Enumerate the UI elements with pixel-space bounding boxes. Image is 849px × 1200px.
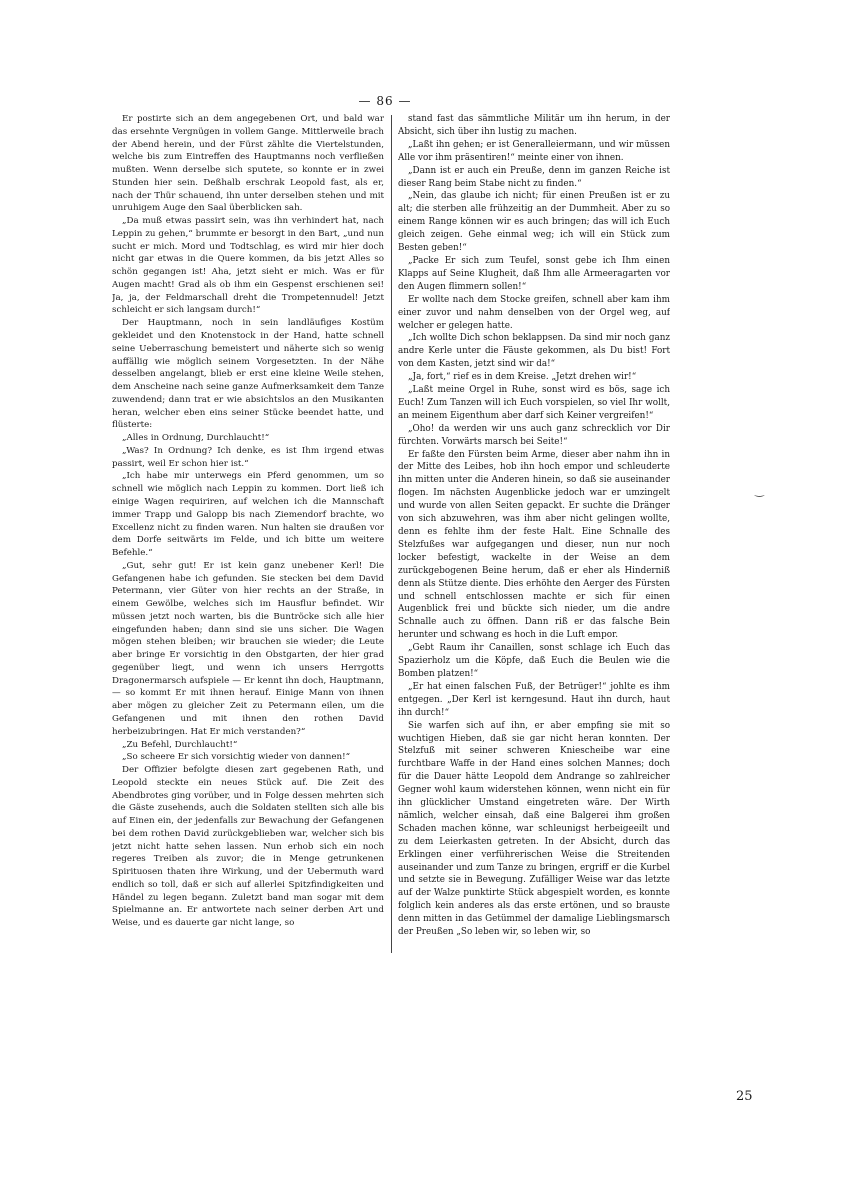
paragraph: „Alles in Ordnung, Durchlaucht!“ bbox=[122, 433, 270, 444]
paragraph: „Oho! da werden wir uns auch ganz schrecklich vor Dir fürchten. Vorwärts marsch bei Seite!“ bbox=[398, 423, 670, 447]
paragraph: „Gebt Raum ihr Canaillen, sonst schlage ich Euch das Spazierholz um die Köpfe, daß Euch die Beulen wie die Bomben platzen!“ bbox=[398, 643, 670, 679]
paragraph: „Er hat einen falschen Fuß, der Betrüger!“ johlte es ihm entgegen. „Der Kerl ist kerngesund. Haut ihn durch, haut ihn durch!“ bbox=[398, 681, 670, 718]
paragraph: „Zu Befehl, Durchlaucht!“ bbox=[122, 739, 238, 750]
paragraph: Der Offizier befolgte diesen zart gegebenen Rath, und Leopold steckte ein neues Stück auf. Die Zeit des Abendbrotes ging vorüber, und in Folge dessen mehrten sich die Gäste zusehends, auch die Soldaten stellten sich alle bis auf Einen ein, der jedenfalls zur Bewachung der Gefangenen bei dem rothen David zurückgeblieben war, welcher sich bis jetzt nicht hatte sehen lassen. Nun erhob sich ein noch regeres Treiben als zuvor; die in Menge getrunkenen Spirituosen thaten ihre Wirkung, und der Uebermuth ward endlich so toll, daß er sich auf allerlei Spitzfindigkeiten und Händel zu legen begann. Zuletzt band man sogar mit dem Spielmanne an. Er antwortete nach seiner derben Art und Weise, und es dauerte gar nicht lange, so bbox=[112, 765, 384, 929]
paragraph: „Laßt meine Orgel in Ruhe, sonst wird es bös, sage ich Euch! Zum Tanzen will ich Euch vorspielen, so viel Ihr wollt, an meinem Eigenthum aber darf sich Keiner vergreifen!“ bbox=[398, 385, 670, 421]
paragraph: „Da muß etwas passirt sein, was ihn verhindert hat, nach Leppin zu gehen,“ brummte er besorgt in den Bart, „und nun sucht er mich. Mord und Todtschlag, es wird mir hier doch nicht gar etwas in die Quere kommen, da bis jetzt Alles so schön gegangen ist! Aha, jetzt sieht er mich. Was er für Augen macht! Grad als ob ihm ein Gespenst erschienen sei! Ja, ja, der Feldmarschall dreht die Trompetennudel! Jetzt schleicht er sich langsam durch!“ bbox=[112, 216, 384, 316]
margin-mark: ‿ bbox=[755, 484, 764, 497]
paragraph: „Ja, fort,“ rief es in dem Kreise. „Jetzt drehen wir!“ bbox=[408, 372, 637, 383]
paragraph: „Dann ist er auch ein Preuße, denn im ganzen Reiche ist dieser Rang beim Stabe nicht zu finden.“ bbox=[398, 165, 670, 189]
paragraph: Der Hauptmann, noch in sein landläufiges Kostüm gekleidet und den Knotenstock in der Hand, hatte schnell seine Ueberraschung bemeistert und näherte sich so wenig auffällig wie möglich seinem Vorgesetzten. In der Nähe desselben angelangt, blieb er erst eine kleine Weile stehen, dem Anscheine nach seine ganze Aufmerksamkeit dem Tanze zuwendend; dann trat er wie absichtslos an den Musikanten heran, welcher eben eins seiner Stücke beendet hatte, und flüsterte: bbox=[112, 318, 384, 431]
paragraph: Er faßte den Fürsten beim Arme, dieser aber nahm ihn in der Mitte des Leibes, hob ihn hoch empor und schleuderte ihn mitten unter die Anderen hinein, so daß sie auseinander flogen. Im nächsten Augenblicke jedoch war er umzingelt und wurde von allen Seiten gepackt. Er suchte die Dränger von sich abzuwehren, was ihm aber nicht gelingen wollte, denn es fehlte ihm der feste Halt. Eine Schnalle des Stelzfußes war aufgegangen und dieser, nun nur noch locker befestigt, wackelte in der Weise an dem zurückgebogenen Beine herum, daß er eher als Hinderniß denn als Stütze diente. Dies erhöhte den Aerger des Fürsten und schnell entschlossen machte er sich für einen Augenblick frei und bückte sich nieder, um die andre Schnalle auch zu öffnen. Dann riß er das falsche Bein herunter und schwang es hoch in die Luft empor. bbox=[398, 449, 670, 641]
paragraph: „Was? In Ordnung? Ich denke, es ist Ihm irgend etwas passirt, weil Er schon hier ist.“ bbox=[112, 445, 384, 469]
left-column bbox=[112, 113, 384, 956]
paragraph: „Nein, das glaube ich nicht; für einen Preußen ist er zu alt; die sterben alle frühzeitig an der Dummheit. Aber zu so einem Range können wir es auch bringen; das will ich Euch gleich zeigen. Gehe einmal weg; ich will ein Stück zum Besten geben!“ bbox=[398, 191, 670, 254]
paragraph: „Gut, sehr gut! Er ist kein ganz unebener Kerl! Die Gefangenen habe ich gefunden. Sie stecken bei dem David Petermann, vier Güter von hier rechts an der Straße, in einem Gewölbe, welches sich im Hausflur befindet. Wir müssen jetzt noch warten, bis die Buntröcke sich alle hier eingefunden haben; dann sind sie uns sicher. Die Wagen mögen stehen bleiben; wir brauchen sie wieder; die Leute aber bringe Er vorsichtig in den Obstgarten, der hier grad gegenüber liegt, und wenn ich unsers Herrgotts Dragonermarsch aufspiele — Er kennt ihn doch, Hauptmann, — so kommt Er mit ihnen herauf. Einige Mann von ihnen aber mögen zu gleicher Zeit zu Petermann eilen, um die Gefangenen und mit ihnen den rothen David herbeizubringen. Hat Er mich verstanden?“ bbox=[112, 560, 384, 737]
paragraph: Er wollte nach dem Stocke greifen, schnell aber kam ihm einer zuvor und nahm denselben von der Orgel weg, auf welcher er gelegen hatte. bbox=[398, 294, 670, 331]
paragraph: „Ich habe mir unterwegs ein Pferd genommen, um so schnell wie möglich nach Leppin zu kommen. Dort ließ ich einige Wagen requiriren, auf welchen ich die Mannschaft immer Trapp und Galopp bis nach Ziemendorf brachte, wo Excellenz nicht zu finden waren. Nun halten sie draußen vor dem Dorfe seitwärts im Felde, und ich bitte um weitere Befehle.“ bbox=[112, 471, 384, 559]
paragraph: „Packe Er sich zum Teufel, sonst gebe ich Ihm einen Klapps auf Seine Klugheit, daß Ihm alle Armeeragarten vor den Augen flimmern sollen!“ bbox=[398, 255, 670, 292]
folio-number: 25 bbox=[736, 1089, 753, 1104]
paragraph: Sie warfen sich auf ihn, er aber empfing sie mit so wuchtigen Hieben, daß sie gar nicht heran konnten. Der Stelzfuß mit seiner schweren Kniescheibe war eine furchtbare Waffe in der Hand eines solchen Mannes; doch für die Dauer hätte Leopold dem Andrange so zahlreicher Gegner wohl kaum widerstehen können, wenn nicht ein für ihn glücklicher Umstand eingetreten wäre. Der Wirth nämlich, welcher einsah, daß eine Balgerei ihm großen Schaden machen könne, war schleunigst herbeigeeilt und zu dem Leierkasten getreten. In der Absicht, durch das Erklingen einer verführerischen Weise die Streitenden auseinander und zum Tanze zu bringen, ergriff er die Kurbel und setzte sie in Bewegung. Zufälliger Weise war das letzte auf der Walze punktirte Stück abgespielt worden, es konnte folglich kein anderes als das erste ertönen, und so brauste denn mitten in das Getümmel der damalige Lieblingsmarsch der Preußen „So leben wir, so leben wir, so bbox=[398, 720, 670, 938]
column-divider bbox=[391, 115, 392, 953]
right-column bbox=[398, 113, 670, 956]
paragraph: „Laßt ihn gehen; er ist Generalleiermann, und wir müssen Alle vor ihm präsentiren!“ meinte einer von ihnen. bbox=[398, 139, 670, 163]
paragraph: „Ich wollte Dich schon beklappsen. Da sind mir noch ganz andre Kerle unter die Fäuste gekommen, als Du bist! Fort von dem Kasten, jetzt sind wir da!“ bbox=[398, 333, 670, 370]
text-columns bbox=[112, 113, 672, 956]
paragraph: „So scheere Er sich vorsichtig wieder von dannen!“ bbox=[122, 752, 351, 763]
page-number: — 86 — bbox=[358, 94, 412, 108]
paragraph: Er postirte sich an dem angegebenen Ort, und bald war das ersehnte Vergnügen in vollem Gange. Mittlerweile brach der Abend herein, und der Fürst zählte die Viertelstunden, welche bis zum Eintreffen des Hauptmanns noch verfließen mußten. Wenn derselbe sich sputete, so konnte er in zwei Stunden hier sein. Deßhalb erschrak Leopold fast, als er, nach der Thür schauend, ihn unter derselben stehen und mit unruhigem Auge den Saal überblicken sah. bbox=[112, 114, 384, 214]
paragraph: stand fast das sämmtliche Militär um ihn herum, in der Absicht, sich über ihn lustig zu machen. bbox=[398, 114, 670, 137]
